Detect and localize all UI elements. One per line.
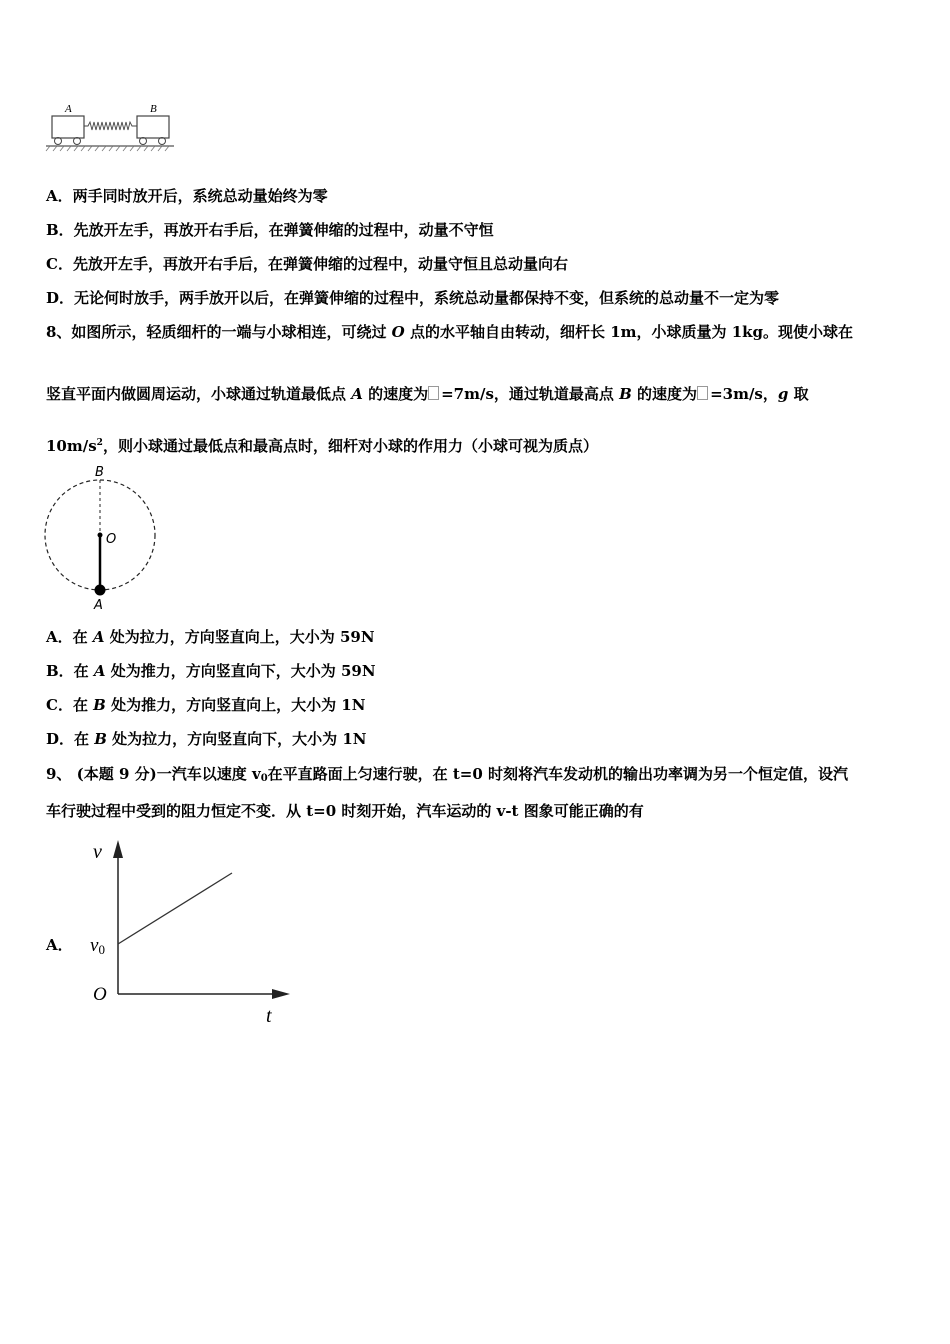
circle-figure <box>44 462 159 614</box>
label-b: B <box>150 103 157 115</box>
missing-glyph <box>428 386 439 400</box>
y-axis-label: v <box>93 841 102 863</box>
q8-option-a: A．在 A 处为拉力，方向竖直向上，大小为 59N <box>46 628 375 646</box>
q8-option-b: B．在 A 处为推力，方向竖直向下，大小为 59N <box>46 662 376 680</box>
cart-b <box>137 116 169 138</box>
label-b: B <box>95 465 104 480</box>
q7-option-a: A．两手同时放开后，系统总动量始终为零 <box>46 187 328 205</box>
v0-label: v0 <box>90 935 105 957</box>
spring-carts-figure <box>44 100 179 152</box>
q8-option-d: D．在 B 处为拉力，方向竖直向下，大小为 1N <box>46 730 367 748</box>
vt-graph-a <box>86 838 296 1028</box>
label-o: O <box>106 532 117 547</box>
missing-glyph <box>697 386 708 400</box>
q8-stem-line3: $10m/s^2$，则小球通过最低点和最高点时，细杆对小球的作用力（小球可视为质点） <box>46 437 598 455</box>
spring <box>84 122 137 130</box>
x-axis-label: t <box>266 1005 272 1027</box>
q7-option-b: B．先放开左手，再放开右手后，在弹簧伸缩的过程中，动量不守恒 <box>46 221 494 239</box>
q9-stem-line2: 车行驶过程中受到的阻力恒定不变．从 t=0 时刻开始，汽车运动的 v-t 图象可能正确的有 <box>46 802 644 820</box>
q7-option-c: C．先放开左手，再放开右手后，在弹簧伸缩的过程中，动量守恒且总动量向右 <box>46 255 568 273</box>
q8-option-c: C．在 B 处为推力，方向竖直向上，大小为 1N <box>46 696 366 714</box>
q9-option-a-label: A． <box>46 936 73 954</box>
q8-stem-line1: 8、如图所示，轻质细杆的一端与小球相连，可绕过 O 点的水平轴自由转动，细杆长 1m，小球质量为 1kg。现使小球在 <box>46 323 854 341</box>
ball <box>95 585 106 596</box>
label-a: A <box>94 598 103 613</box>
q9-stem-line1: 9、 (本题 9 分)一汽车以速度 v0在平直路面上匀速行驶，在 t=0 时刻将汽车发动机的输出功率调为另一个恒定值，设汽 <box>46 765 849 784</box>
velocity-line <box>118 873 232 944</box>
label-a: A <box>65 103 72 115</box>
cart-a <box>52 116 84 138</box>
q8-stem-line2: 竖直平面内做圆周运动，小球通过轨道最低点 A 的速度为 =7m/s，通过轨道最高点 B 的速度为 =3m/s，g 取 <box>46 385 809 403</box>
origin-label: O <box>93 984 107 1005</box>
q7-option-d: D．无论何时放手，两手放开以后，在弹簧伸缩的过程中，系统总动量都保持不变，但系统的总动量不一定为零 <box>46 289 780 307</box>
pivot <box>98 533 103 538</box>
